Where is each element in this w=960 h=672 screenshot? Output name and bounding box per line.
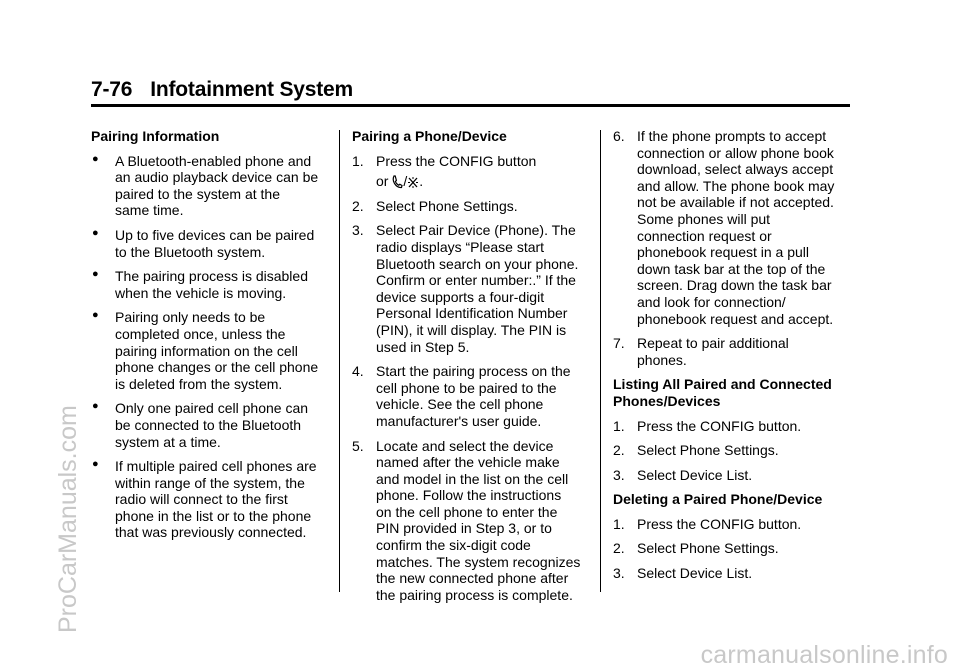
step-text-line: Bluetooth search on your phone. — [376, 255, 579, 272]
step-item — [613, 516, 863, 533]
step-number: 3. — [352, 222, 364, 239]
step-number: 2. — [613, 540, 625, 557]
listing-steps — [613, 410, 863, 484]
bullet-text-line: system at a time. — [115, 433, 221, 450]
step-text: Press the CONFIG button. — [637, 417, 802, 434]
step-text: Press the CONFIG button. — [637, 515, 802, 532]
step-number: 1. — [613, 515, 625, 532]
column-divider-2 — [600, 130, 601, 592]
phone-cancel-icon — [407, 176, 419, 189]
bullet-list — [91, 145, 336, 541]
bullet-text-line: same time. — [115, 202, 184, 219]
step-text-line: screen. Drag down the task bar — [637, 277, 832, 294]
bullet-icon: ● — [92, 268, 99, 281]
section-title: Infotainment System — [150, 78, 353, 101]
step-text-line: Confirm or enter number:.” If the — [376, 272, 576, 289]
bullet-text-line: The pairing process is disabled — [115, 268, 308, 285]
step-text-line: the new connected phone after — [376, 570, 569, 587]
step-text-line: If the phone prompts to accept — [637, 128, 827, 144]
step-text-line: device supports a four-digit — [376, 288, 545, 305]
bullet-item — [91, 400, 336, 450]
heading-pairing-a-phone: Pairing a Phone/Device — [352, 128, 507, 144]
step-text-line: connection or allow phone book — [637, 144, 834, 161]
step-text-line: Repeat to pair additional — [637, 335, 789, 352]
bullet-text-line: when the vehicle is moving. — [115, 284, 287, 301]
bullet-item — [91, 268, 336, 301]
step-text-line: phone. Follow the instructions — [376, 487, 562, 504]
column-continued — [613, 128, 863, 582]
bullet-item — [91, 309, 336, 392]
step-text-line: manufacturer's user guide. — [376, 412, 542, 429]
step-1 — [352, 153, 597, 190]
step-text-line: radio displays “Please start — [376, 238, 545, 255]
bullet-item — [91, 458, 336, 541]
step-text-line: used in Step 5. — [376, 338, 470, 355]
step-text-line: the pairing process is complete. — [376, 586, 573, 603]
side-watermark: ProCarManuals.com — [54, 405, 82, 633]
step-number: 1. — [352, 152, 364, 169]
step-number: 6. — [613, 128, 625, 144]
step-number: 1. — [613, 417, 625, 434]
step-item — [352, 363, 597, 429]
step-text-line: and look for connection/ — [637, 293, 786, 310]
step-text-line: connection request or — [637, 227, 772, 244]
bullet-text-line: phone in the list or to the phone — [115, 507, 312, 524]
heading-listing-devices: Listing All Paired and Connected Phones/Devices — [613, 376, 832, 409]
step-item — [613, 565, 863, 582]
step-number: 7. — [613, 335, 625, 352]
step-text: Select Phone Settings. — [637, 442, 779, 459]
bullet-text-line: phone changes or the cell phone — [115, 359, 319, 376]
bullet-text-line: is deleted from the system. — [115, 375, 283, 392]
step-text-line: phonebook request in a pull — [637, 244, 810, 261]
step-text-line: Select Phone Settings. — [376, 197, 518, 214]
step-text-line: phones. — [637, 351, 687, 368]
step-number: 4. — [352, 363, 364, 380]
bullet-text-line: be connected to the Bluetooth — [115, 416, 302, 433]
bullet-text-line: that was previously connected. — [115, 524, 307, 541]
page-header — [91, 78, 353, 102]
step-text-line: Personal Identification Number — [376, 305, 568, 322]
step-text-line: matches. The system recognizes — [376, 553, 581, 570]
bullet-text-line: within range of the system, the — [115, 474, 305, 491]
step-item — [352, 438, 597, 604]
column-pairing-a-phone — [352, 128, 597, 603]
page-number: 7-76 — [91, 78, 133, 101]
step-item — [352, 198, 597, 215]
numbered-steps — [352, 190, 597, 604]
bullet-icon: ● — [92, 226, 99, 239]
step-number: 2. — [613, 442, 625, 459]
bullet-text-line: A Bluetooth-enabled phone and — [115, 152, 312, 169]
step-item — [613, 442, 863, 459]
step-number: 3. — [613, 565, 625, 582]
header-rule — [91, 104, 850, 107]
bullet-text-line: completed once, unless the — [115, 325, 286, 342]
bullet-icon: ● — [92, 400, 99, 413]
step-text: Select Phone Settings. — [637, 540, 779, 557]
step-text-line: PIN provided in Step 3, or to — [376, 520, 552, 537]
phone-handset-icon — [392, 175, 403, 189]
bullet-text-line: paired to the system at the — [115, 185, 280, 202]
bullet-text-line: to the Bluetooth system. — [115, 243, 266, 260]
step-text-line: and model in the list on the cell — [376, 470, 569, 487]
step-item — [613, 128, 863, 327]
column-divider-1 — [339, 130, 340, 592]
bullet-text-line: Pairing only needs to be — [115, 309, 266, 326]
bullet-text-line: If multiple paired cell phones are — [115, 458, 317, 475]
step-text-line: down task bar at the top of the — [637, 260, 826, 277]
bullet-text-line: Only one paired cell phone can — [115, 400, 309, 417]
bullet-icon: ● — [92, 458, 99, 471]
step-text: Select Device List. — [637, 466, 753, 483]
bullet-text-line: radio will connect to the first — [115, 491, 288, 508]
step-number: 5. — [352, 437, 364, 454]
step-text: Select Device List. — [637, 565, 753, 582]
step-text-line: download, select always accept — [637, 161, 834, 178]
step-item — [613, 335, 863, 368]
step-text-line: Start the pairing process on the — [376, 363, 571, 380]
step-text-line: cell phone to be paired to the — [376, 379, 557, 396]
step-text-line: (PIN), it will display. The PIN is — [376, 321, 567, 338]
bullet-icon: ● — [92, 309, 99, 322]
step-text-icons: or / . — [376, 173, 424, 190]
bullet-text-line: Up to five devices can be paired — [115, 226, 315, 243]
step-text-line: and allow. The phone book may — [637, 177, 835, 194]
bullet-text-line: an audio playback device can be — [115, 169, 319, 186]
step-item — [613, 540, 863, 557]
step-number: 3. — [613, 466, 625, 483]
step-item — [352, 222, 597, 355]
heading-deleting-device: Deleting a Paired Phone/Device — [613, 491, 823, 508]
step-text-line: Select Pair Device (Phone). The — [376, 222, 576, 239]
step-text-line: not be available if not accepted. — [637, 194, 834, 211]
deleting-steps — [613, 508, 863, 582]
bullet-item — [91, 153, 336, 219]
bullet-icon: ● — [92, 152, 99, 165]
step-text-line: named after the vehicle make — [376, 454, 560, 471]
step-number: 2. — [352, 197, 364, 214]
bullet-text-line: pairing information on the cell — [115, 342, 298, 359]
step-text: Press the CONFIG button — [376, 152, 537, 169]
heading-pairing-information: Pairing Information — [91, 128, 220, 144]
step-item — [613, 467, 863, 484]
step-text-line: confirm the six-digit code — [376, 537, 531, 554]
bottom-watermark: carmanualsonline.info — [700, 641, 948, 669]
numbered-steps-continued — [613, 128, 863, 368]
bullet-item — [91, 227, 336, 260]
step-text-line: phonebook request and accept. — [637, 310, 834, 327]
step-text-line: vehicle. See the cell phone — [376, 396, 544, 413]
step-text-line: Some phones will put — [637, 210, 771, 227]
step-item — [613, 418, 863, 435]
step-text-line: on the cell phone to enter the — [376, 503, 558, 520]
column-pairing-information — [91, 128, 336, 541]
step-text-line: Locate and select the device — [376, 437, 554, 454]
